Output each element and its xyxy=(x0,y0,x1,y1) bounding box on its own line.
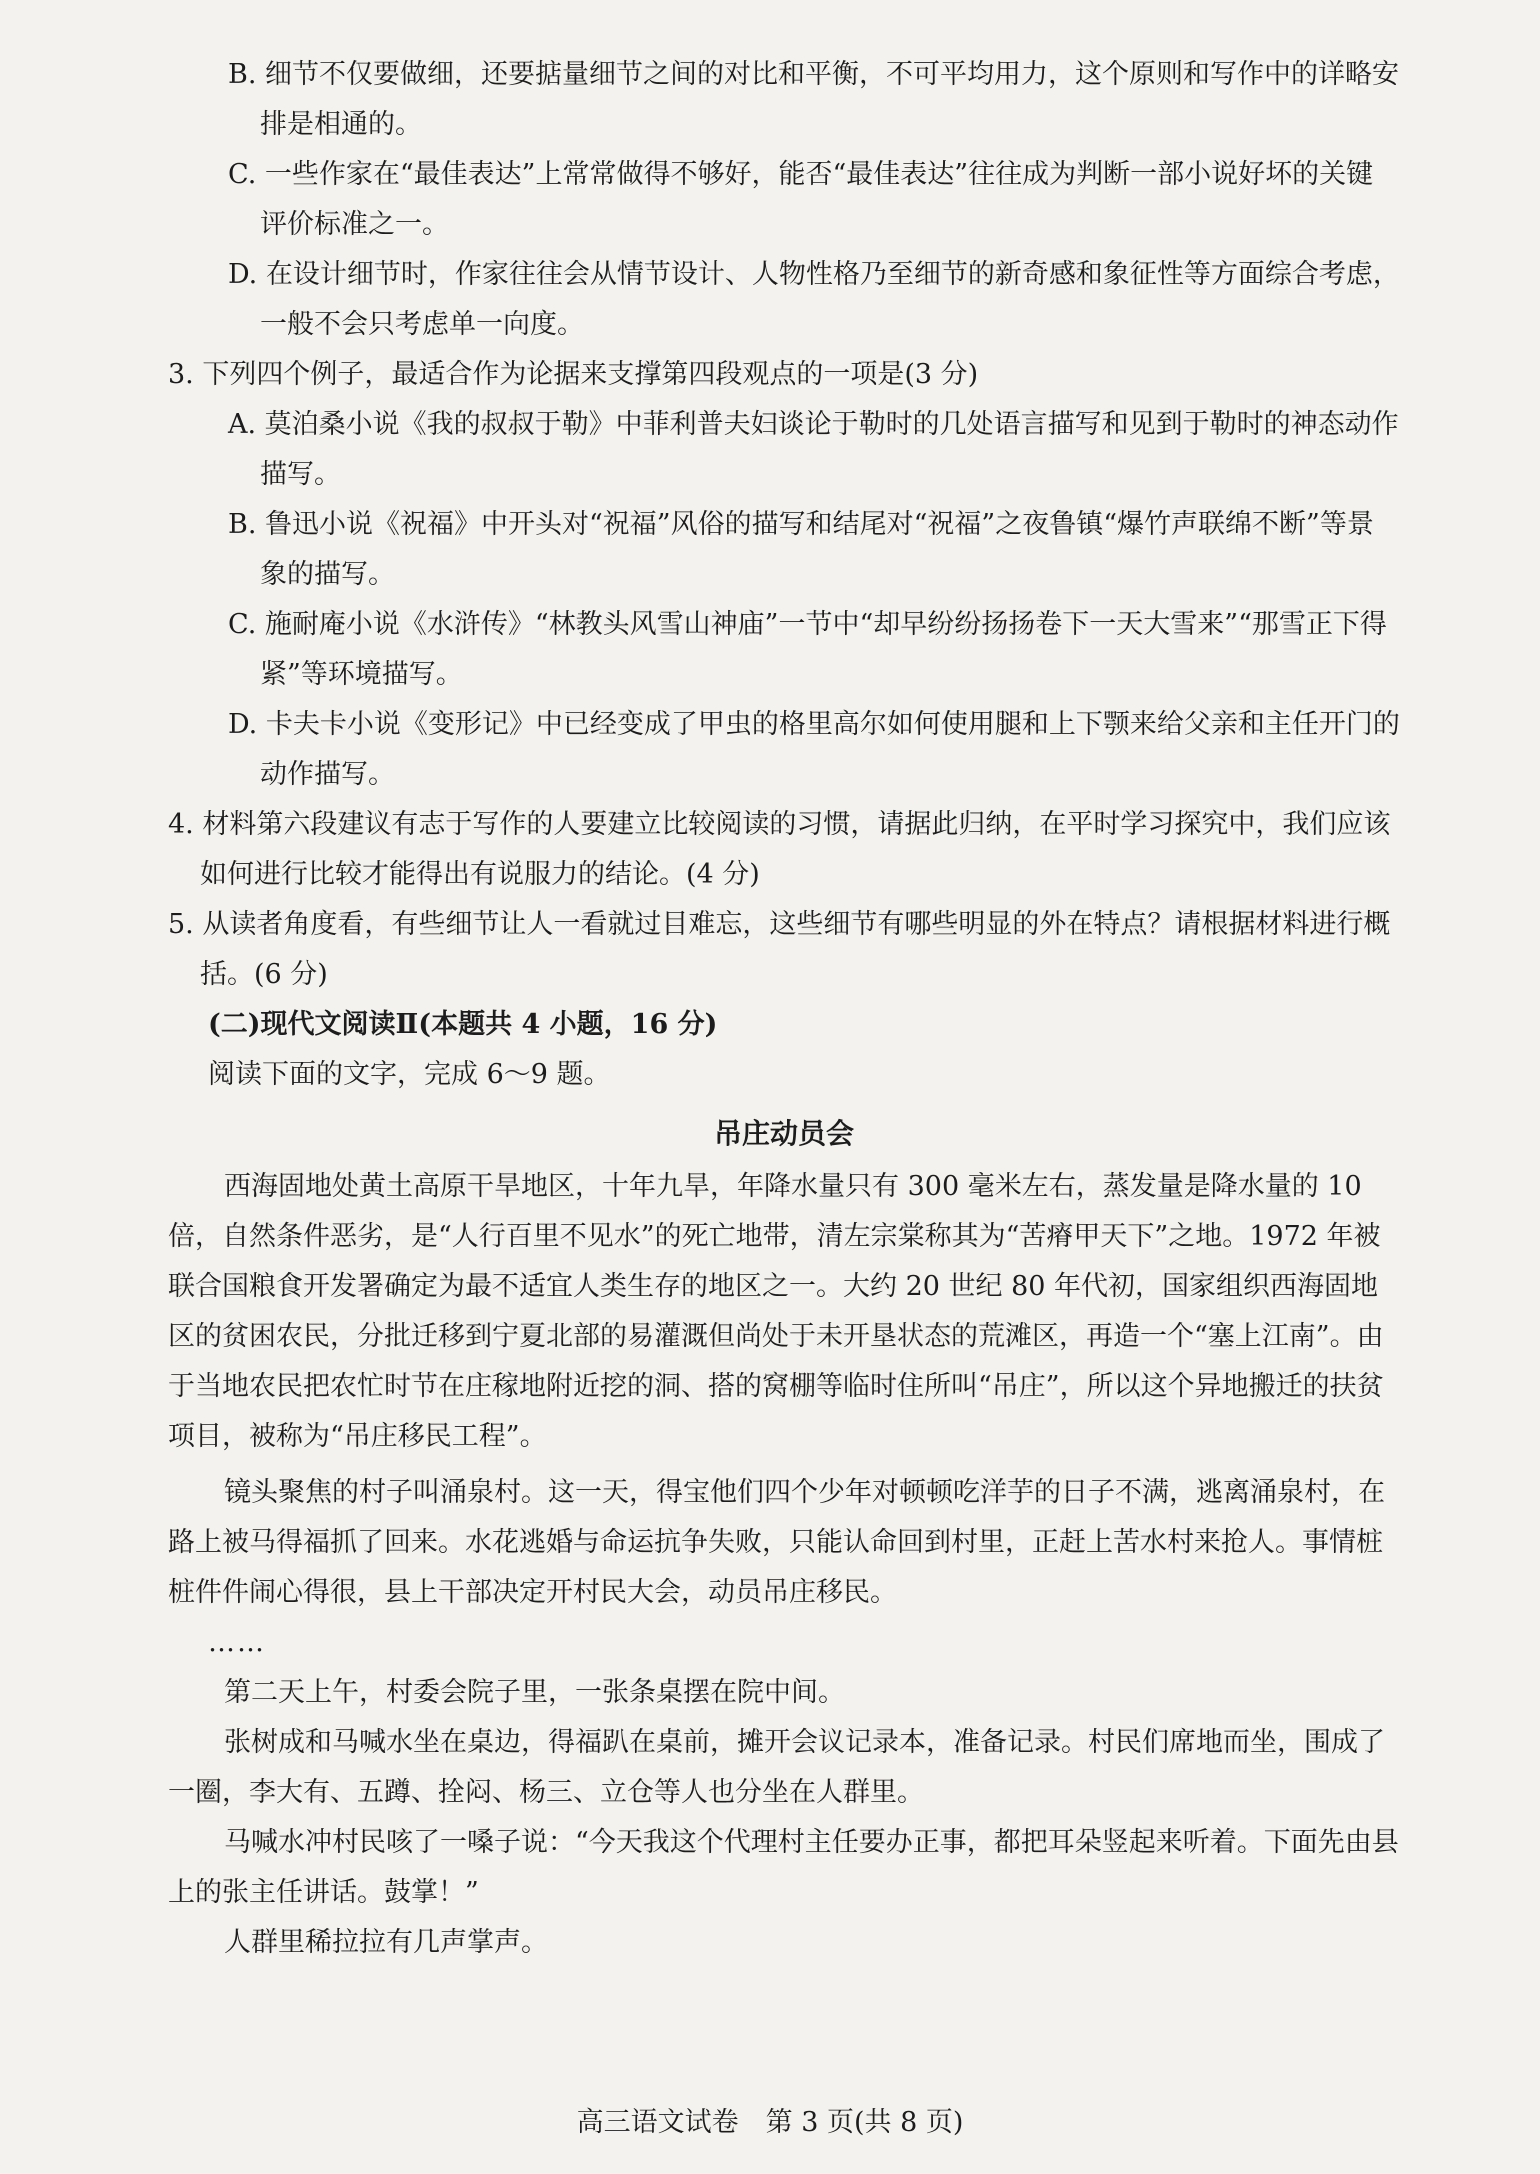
story-paragraph: 马喊水冲村民咳了一嗓子说：“今天我这个代理村主任要办正事，都把耳朵竖起来听着。下面先由县上的张主任讲话。鼓掌！” xyxy=(168,1827,1399,1908)
section-instruction: 阅读下面的文字，完成 6～9 题。 xyxy=(208,1059,611,1090)
q2-option-d: D. 在设计细节时，作家往往会从情节设计、人物性格乃至细节的新奇感和象征性等方面综合考虑，一般不会只考虑单一向度。 xyxy=(228,259,1400,340)
story-paragraph: 人群里稀拉拉有几声掌声。 xyxy=(224,1927,548,1958)
story-paragraph: 镜头聚焦的村子叫涌泉村。这一天，得宝他们四个少年对顿顿吃洋芋的日子不满，逃离涌泉村，在路上被马得福抓了回来。水花逃婚与命运抗争失败，只能认命回到村里，正赶上苦水村来抢人。事情桩桩件件闹心得很，县上干部决定开村民大会，动员吊庄移民。 xyxy=(168,1477,1385,1608)
story-paragraph: 第二天上午，村委会院子里，一张条桌摆在院中间。 xyxy=(224,1677,845,1708)
q3-option-b: B. 鲁迅小说《祝福》中开头对“祝福”风俗的描写和结尾对“祝福”之夜鲁镇“爆竹声联绵不断”等景象的描写。 xyxy=(228,509,1374,590)
q3-option-d: D. 卡夫卡小说《变形记》中已经变成了甲虫的格里高尔如何使用腿和上下颚来给父亲和主任开门的动作描写。 xyxy=(228,709,1400,790)
q2-option-c: C. 一些作家在“最佳表达”上常常做得不够好，能否“最佳表达”往往成为判断一部小说好坏的关键评价标准之一。 xyxy=(228,159,1374,240)
q4-stem: 4. 材料第六段建议有志于写作的人要建立比较阅读的习惯，请据此归纳，在平时学习探究中，我们应该如何进行比较才能得出有说服力的结论。(4 分) xyxy=(168,809,1391,890)
story-paragraph: 西海固地处黄土高原干旱地区，十年九旱，年降水量只有 300 毫米左右，蒸发量是降水量的 10 倍，自然条件恶劣，是“人行百里不见水”的死亡地带，清左宗棠称其为“苦瘠甲天下”之地。1972 年被联合国粮食开发署确定为最不适宜人类生存的地区之一。大约 20 世纪 80 年代初，国家组织西海固地区的贫困农民，分批迁移到宁夏北部的易灌溉但尚处于未开垦状态的荒滩区，再造一个“塞上江南”。由于当地农民把农忙时节在庄稼地附近挖的洞、搭的窝棚等临时住所叫“吊庄”，所以这个异地搬迁的扶贫项目，被称为“吊庄移民工程”。 xyxy=(168,1171,1384,1452)
q5-stem: 5. 从读者角度看，有些细节让人一看就过目难忘，这些细节有哪些明显的外在特点？请根据材料进行概括。(6 分) xyxy=(168,909,1391,990)
q3-stem: 3. 下列四个例子，最适合作为论据来支撑第四段观点的一项是(3 分) xyxy=(168,359,979,390)
page-footer: 高三语文试卷 第 3 页(共 8 页) xyxy=(576,2107,964,2138)
section-heading: (二)现代文阅读Ⅱ(本题共 4 小题，16 分) xyxy=(208,1009,718,1040)
story-ellipsis: …… xyxy=(208,1627,266,1658)
q3-option-a: A. 莫泊桑小说《我的叔叔于勒》中菲利普夫妇谈论于勒时的几处语言描写和见到于勒时的神态动作描写。 xyxy=(228,409,1399,490)
q3-option-c: C. 施耐庵小说《水浒传》“林教头风雪山神庙”一节中“却早纷纷扬扬卷下一天大雪来”“那雪正下得紧”等环境描写。 xyxy=(228,609,1387,690)
story-title: 吊庄动员会 xyxy=(713,1117,854,1150)
q2-option-b: B. 细节不仅要做细，还要掂量细节之间的对比和平衡，不可平均用力，这个原则和写作中的详略安排是相通的。 xyxy=(228,59,1400,140)
story-paragraph: 张树成和马喊水坐在桌边，得福趴在桌前，摊开会议记录本，准备记录。村民们席地而坐，围成了一圈，李大有、五蹲、拴闷、杨三、立仓等人也分坐在人群里。 xyxy=(168,1727,1385,1808)
